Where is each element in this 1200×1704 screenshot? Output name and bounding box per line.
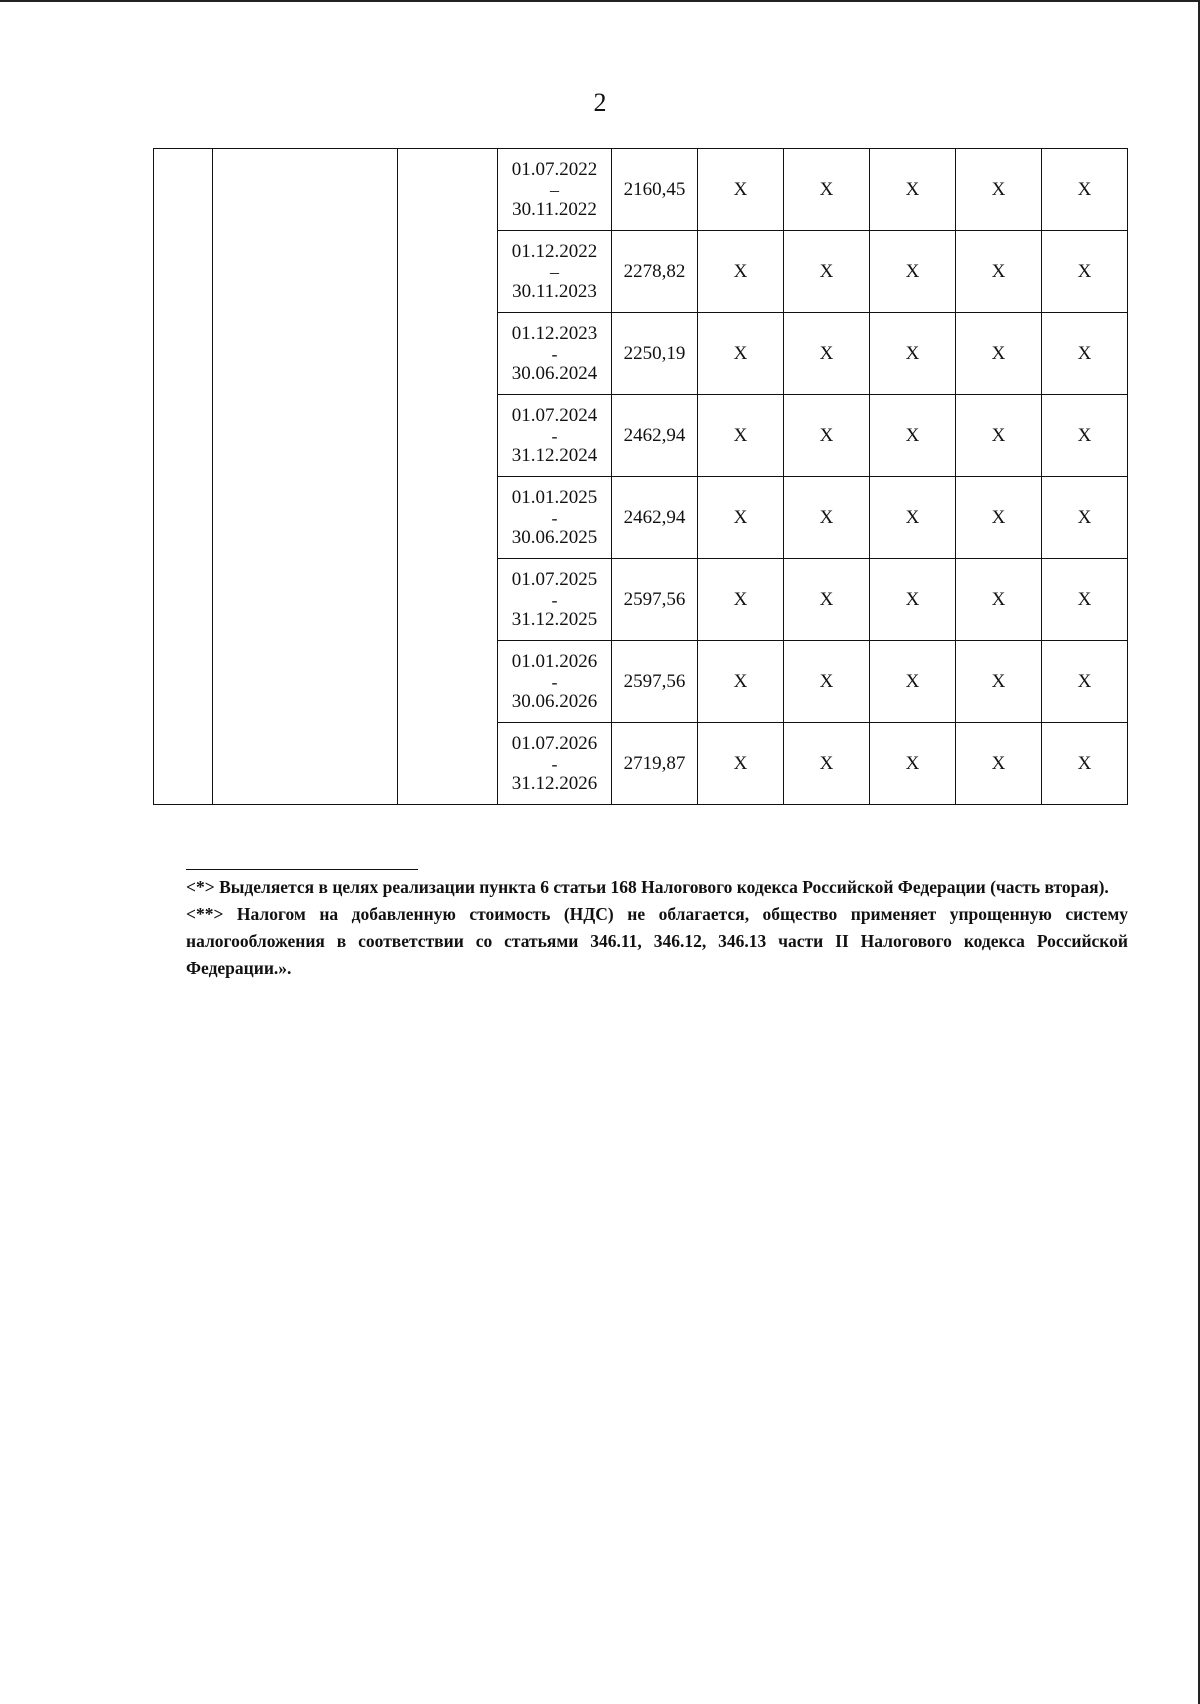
mark-cell: X (698, 641, 784, 723)
period-from: 01.12.2023 (511, 322, 598, 344)
period-cell (498, 477, 612, 559)
period-separator: - (551, 343, 558, 364)
period-cell (498, 231, 612, 313)
period-to: 31.12.2025 (511, 608, 598, 630)
merged-blank-cell-3 (398, 149, 498, 805)
mark-cell: X (784, 395, 870, 477)
footnote-1: <*> Выделяется в целях реализации пункта 6 статьи 168 Налогового кодекса Российской Федерации (часть вторая). (186, 877, 1109, 897)
table-body (154, 149, 1128, 805)
mark-cell: X (1042, 231, 1128, 313)
mark-cell: X (956, 395, 1042, 477)
mark-cell: X (784, 313, 870, 395)
period-separator: - (551, 425, 558, 446)
mark-cell: X (698, 723, 784, 805)
mark-cell: X (784, 723, 870, 805)
mark-cell: X (870, 477, 956, 559)
period-cell (498, 723, 612, 805)
period-cell (498, 559, 612, 641)
mark-cell: X (956, 641, 1042, 723)
period-separator: - (551, 753, 558, 774)
period-from: 01.12.2022 (511, 240, 598, 262)
mark-cell: X (870, 313, 956, 395)
period-to: 31.12.2024 (511, 444, 598, 466)
mark-cell: X (1042, 395, 1128, 477)
mark-cell: X (870, 559, 956, 641)
mark-cell: X (784, 477, 870, 559)
mark-cell: X (784, 641, 870, 723)
mark-cell: X (870, 641, 956, 723)
period-cell (498, 313, 612, 395)
mark-cell: X (698, 559, 784, 641)
price-cell: 2597,56 (612, 559, 698, 641)
mark-cell: X (956, 149, 1042, 231)
mark-cell: X (784, 231, 870, 313)
period-from: 01.01.2026 (511, 650, 598, 672)
price-cell: 2160,45 (612, 149, 698, 231)
mark-cell: X (870, 723, 956, 805)
mark-cell: X (698, 477, 784, 559)
period-separator: - (551, 671, 558, 692)
price-cell: 2462,94 (612, 477, 698, 559)
price-cell: 2250,19 (612, 313, 698, 395)
mark-cell: X (870, 395, 956, 477)
mark-cell: X (870, 149, 956, 231)
period-to: 30.06.2026 (511, 690, 598, 712)
table-row (154, 149, 1128, 231)
mark-cell: X (1042, 477, 1128, 559)
footnote-2: <**> Налогом на добавленную стоимость (НДС) не облагается, общество применяет упрощенную систему налогообложения в соответствии со статьями 346.11, 346.12, 346.13 части II Налогового кодекса Российской Федерации.». (186, 904, 1128, 978)
price-cell: 2597,56 (612, 641, 698, 723)
footnotes (186, 868, 1128, 982)
period-cell (498, 149, 612, 231)
mark-cell: X (956, 559, 1042, 641)
mark-cell: X (1042, 723, 1128, 805)
mark-cell: X (698, 313, 784, 395)
mark-cell: X (698, 231, 784, 313)
period-separator: – (550, 179, 559, 200)
mark-cell: X (1042, 149, 1128, 231)
period-separator: - (551, 589, 558, 610)
period-to: 30.11.2023 (512, 280, 597, 302)
mark-cell: X (1042, 559, 1128, 641)
period-from: 01.07.2022 (511, 158, 598, 180)
period-from: 01.01.2025 (511, 486, 598, 508)
period-from: 01.07.2026 (511, 732, 598, 754)
price-cell: 2278,82 (612, 231, 698, 313)
page-number: 2 (593, 88, 607, 117)
period-from: 01.07.2025 (511, 568, 598, 590)
mark-cell: X (1042, 641, 1128, 723)
mark-cell: X (956, 231, 1042, 313)
period-cell (498, 395, 612, 477)
mark-cell: X (956, 723, 1042, 805)
period-to: 30.06.2024 (511, 362, 598, 384)
period-separator: - (551, 507, 558, 528)
mark-cell: X (784, 559, 870, 641)
price-cell: 2719,87 (612, 723, 698, 805)
mark-cell: X (956, 477, 1042, 559)
price-cell: 2462,94 (612, 395, 698, 477)
period-to: 31.12.2026 (511, 772, 598, 794)
mark-cell: X (1042, 313, 1128, 395)
mark-cell: X (870, 231, 956, 313)
mark-cell: X (698, 149, 784, 231)
merged-blank-cell-2 (213, 149, 398, 805)
tariff-table (153, 148, 1128, 805)
period-from: 01.07.2024 (511, 404, 598, 426)
period-separator: – (550, 261, 559, 282)
merged-blank-cell-1 (154, 149, 213, 805)
mark-cell: X (956, 313, 1042, 395)
mark-cell: X (784, 149, 870, 231)
period-to: 30.11.2022 (512, 198, 597, 220)
period-cell (498, 641, 612, 723)
period-to: 30.06.2025 (511, 526, 598, 548)
mark-cell: X (698, 395, 784, 477)
